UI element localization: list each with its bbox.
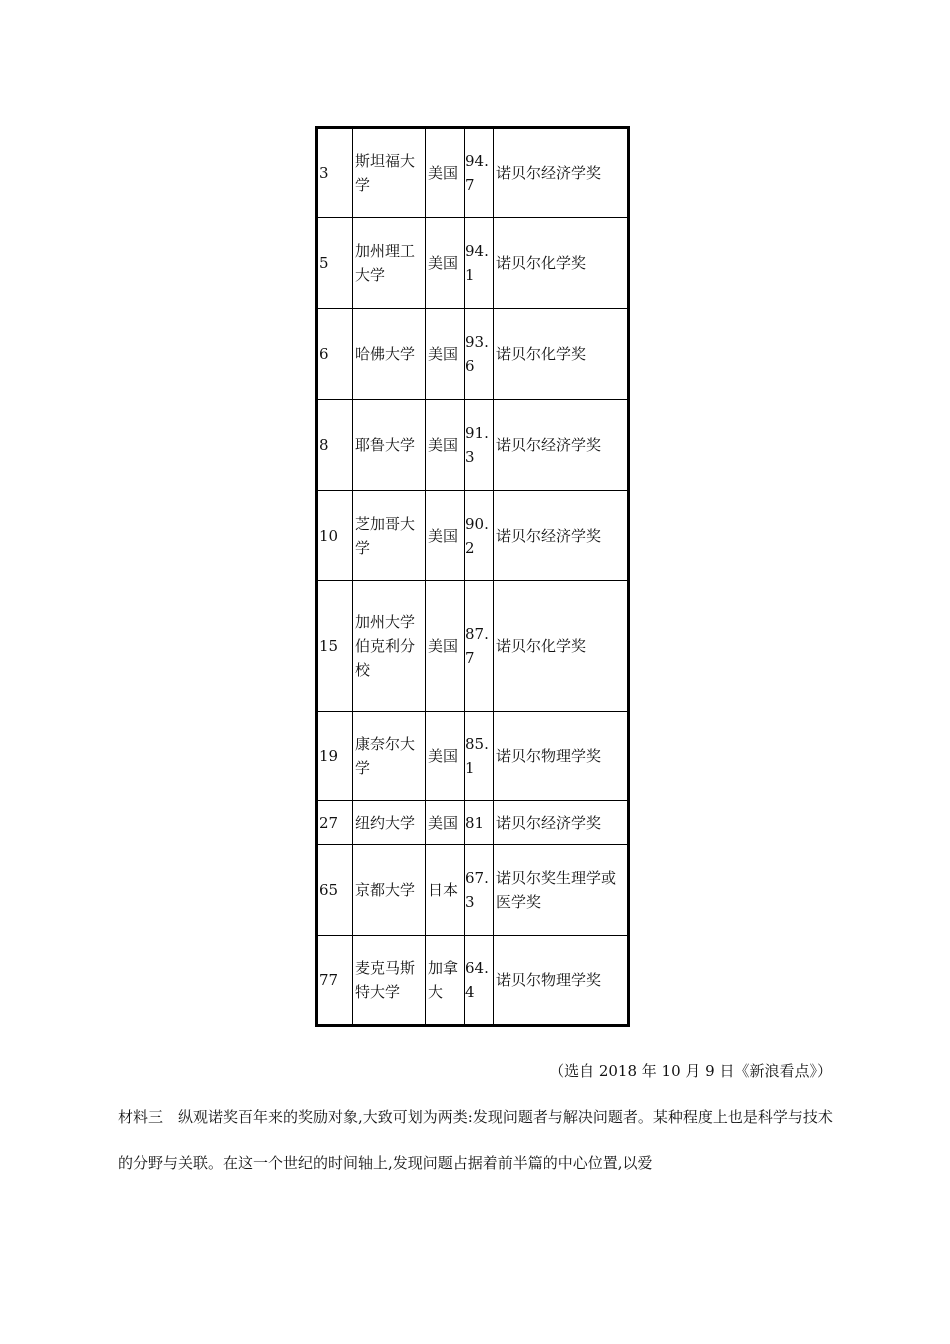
table-row <box>317 309 629 400</box>
university-name-cell: 芝加哥大学 <box>353 491 426 581</box>
body-paragraph: 材料三 纵观诺奖百年来的奖励对象,大致可划为两类:发现问题者与解决问题者。某种程度上也是科学与技术的分野与关联。在这一个世纪的时间轴上,发现问题占据着前半篇的中心位置,以爱 <box>118 1108 833 1172</box>
table-row <box>317 936 629 1026</box>
score-cell: 81 <box>465 801 494 845</box>
prize-cell: 诺贝尔化学奖 <box>494 218 629 309</box>
country-cell: 日本 <box>426 845 465 936</box>
table-row <box>317 400 629 491</box>
score-cell: 90.2 <box>465 491 494 581</box>
table-row <box>317 845 629 936</box>
prize-cell: 诺贝尔物理学奖 <box>494 936 629 1026</box>
score-cell: 67.3 <box>465 845 494 936</box>
country-cell: 美国 <box>426 712 465 801</box>
rank-cell: 77 <box>317 936 353 1026</box>
table-row <box>317 491 629 581</box>
prize-cell: 诺贝尔经济学奖 <box>494 400 629 491</box>
rank-cell: 5 <box>317 218 353 309</box>
university-table <box>315 126 630 1027</box>
rank-cell: 15 <box>317 581 353 712</box>
country-cell: 美国 <box>426 801 465 845</box>
score-cell: 91.3 <box>465 400 494 491</box>
rank-cell: 65 <box>317 845 353 936</box>
table-row <box>317 801 629 845</box>
prize-cell: 诺贝尔经济学奖 <box>494 801 629 845</box>
university-name-cell: 康奈尔大学 <box>353 712 426 801</box>
score-cell: 94.7 <box>465 128 494 218</box>
rank-cell: 27 <box>317 801 353 845</box>
university-name-cell: 耶鲁大学 <box>353 400 426 491</box>
country-cell: 加拿大 <box>426 936 465 1026</box>
prize-cell: 诺贝尔物理学奖 <box>494 712 629 801</box>
prize-cell: 诺贝尔化学奖 <box>494 581 629 712</box>
university-name-cell: 加州理工大学 <box>353 218 426 309</box>
country-cell: 美国 <box>426 400 465 491</box>
country-cell: 美国 <box>426 309 465 400</box>
country-cell: 美国 <box>426 128 465 218</box>
table-row <box>317 218 629 309</box>
prize-cell: 诺贝尔经济学奖 <box>494 128 629 218</box>
source-citation: （选自 2018 年 10 月 9 日《新浪看点》） <box>549 1062 832 1080</box>
table-row <box>317 712 629 801</box>
table-row <box>317 128 629 218</box>
university-name-cell: 京都大学 <box>353 845 426 936</box>
score-cell: 85.1 <box>465 712 494 801</box>
score-cell: 93.6 <box>465 309 494 400</box>
university-name-cell: 麦克马斯特大学 <box>353 936 426 1026</box>
rank-cell: 10 <box>317 491 353 581</box>
table-row <box>317 581 629 712</box>
prize-cell: 诺贝尔经济学奖 <box>494 491 629 581</box>
rank-cell: 6 <box>317 309 353 400</box>
rank-cell: 8 <box>317 400 353 491</box>
university-name-cell: 哈佛大学 <box>353 309 426 400</box>
country-cell: 美国 <box>426 491 465 581</box>
university-name-cell: 加州大学伯克利分校 <box>353 581 426 712</box>
score-cell: 64.4 <box>465 936 494 1026</box>
university-name-cell: 纽约大学 <box>353 801 426 845</box>
rank-cell: 3 <box>317 128 353 218</box>
university-name-cell: 斯坦福大学 <box>353 128 426 218</box>
score-cell: 94.1 <box>465 218 494 309</box>
prize-cell: 诺贝尔奖生理学或医学奖 <box>494 845 629 936</box>
country-cell: 美国 <box>426 218 465 309</box>
country-cell: 美国 <box>426 581 465 712</box>
rank-cell: 19 <box>317 712 353 801</box>
score-cell: 87.7 <box>465 581 494 712</box>
prize-cell: 诺贝尔化学奖 <box>494 309 629 400</box>
